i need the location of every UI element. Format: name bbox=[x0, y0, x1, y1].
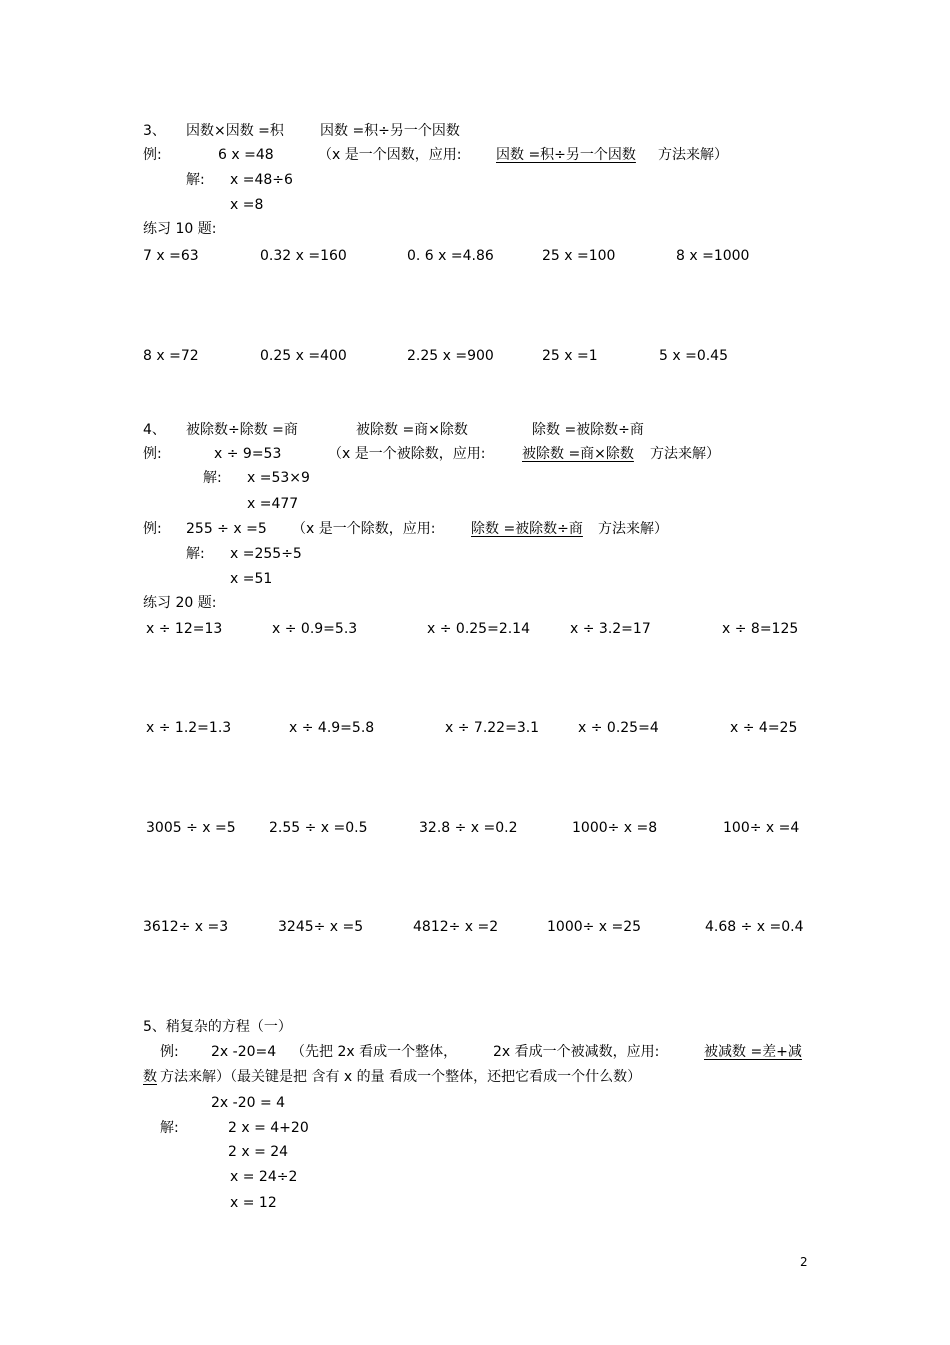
section4-example2-label: 例: bbox=[143, 521, 162, 537]
page-number: 2 bbox=[800, 1255, 808, 1269]
exercise: 25 x =1 bbox=[542, 348, 598, 364]
exercise: 4.68 ÷ x =0.4 bbox=[705, 919, 804, 935]
section4-example1-note-open: （x 是一个被除数，应用: bbox=[328, 446, 486, 462]
section3-solve-step-1: x =48÷6 bbox=[230, 172, 293, 188]
exercise: 8 x =72 bbox=[143, 348, 199, 364]
section4-example2-note-open: （x 是一个除数，应用: bbox=[292, 521, 436, 537]
section4-rule-1: 被除数÷除数 =商 bbox=[186, 422, 298, 438]
section4-example1-solve-label: 解: bbox=[203, 470, 222, 486]
exercise: 2.55 ÷ x =0.5 bbox=[269, 820, 368, 836]
exercise: x ÷ 3.2=17 bbox=[570, 621, 651, 637]
section3-rule-1: 因数×因数 =积 bbox=[186, 123, 284, 139]
section4-example1-note-close: 方法来解） bbox=[650, 446, 720, 462]
section4-example2-solve-label: 解: bbox=[186, 546, 205, 562]
section4-rule-2: 被除数 =商×除数 bbox=[356, 422, 468, 438]
section5-example-equation: 2x -20=4 bbox=[211, 1044, 277, 1060]
section3-solve-label: 解: bbox=[186, 172, 205, 188]
section4-practice-label: 练习 20 题: bbox=[143, 595, 217, 611]
exercise: x ÷ 4.9=5.8 bbox=[289, 720, 375, 736]
exercise: 1000÷ x =8 bbox=[572, 820, 658, 836]
exercise: 4812÷ x =2 bbox=[413, 919, 499, 935]
exercise: x ÷ 0.9=5.3 bbox=[272, 621, 358, 637]
section3-rule-2: 因数 =积÷另一个因数 bbox=[320, 123, 460, 139]
section4-example2-note-rule: 除数 =被除数÷商 bbox=[471, 521, 583, 537]
section5-step-3: x = 24÷2 bbox=[230, 1169, 298, 1185]
exercise: 32.8 ÷ x =0.2 bbox=[419, 820, 518, 836]
exercise: x ÷ 1.2=1.3 bbox=[146, 720, 232, 736]
section5-note-rule-b: 数 bbox=[143, 1069, 157, 1085]
exercise: 0. 6 x =4.86 bbox=[407, 248, 494, 264]
exercise: x ÷ 12=13 bbox=[146, 621, 223, 637]
exercise: 3612÷ x =3 bbox=[143, 919, 229, 935]
exercise: x ÷ 7.22=3.1 bbox=[445, 720, 540, 736]
section4-heading: 4、 bbox=[143, 422, 166, 438]
section5-note-c: 方法来解）（最关键是把 含有 x 的量 看成一个整体，还把它看成一个什么数） bbox=[160, 1069, 642, 1085]
section3-note-rule: 因数 =积÷另一个因数 bbox=[496, 147, 636, 163]
section4-example2-note-close: 方法来解） bbox=[598, 521, 668, 537]
exercise: 3245÷ x =5 bbox=[278, 919, 364, 935]
exercise: 3005 ÷ x =5 bbox=[146, 820, 236, 836]
exercise: x ÷ 0.25=2.14 bbox=[427, 621, 530, 637]
section5-note-rule-a: 被减数 =差+减 bbox=[704, 1044, 802, 1060]
section4-example1-step-2: x =477 bbox=[247, 496, 299, 512]
exercise: 0.25 x =400 bbox=[260, 348, 347, 364]
section5-step-4: x = 12 bbox=[230, 1195, 277, 1211]
section3-example-label: 例: bbox=[143, 147, 162, 163]
section4-example1-label: 例: bbox=[143, 446, 162, 462]
section4-example2-step-2: x =51 bbox=[230, 571, 273, 587]
section3-note-open: （x 是一个因数，应用: bbox=[318, 147, 462, 163]
section4-example1-equation: x ÷ 9=53 bbox=[214, 446, 282, 462]
section3-practice-label: 练习 10 题: bbox=[143, 221, 217, 237]
exercise: 1000÷ x =25 bbox=[547, 919, 642, 935]
exercise: 5 x =0.45 bbox=[659, 348, 728, 364]
section5-solve-label: 解: bbox=[160, 1120, 179, 1136]
exercise: 0.32 x =160 bbox=[260, 248, 347, 264]
exercise: 25 x =100 bbox=[542, 248, 616, 264]
section4-example2-step-1: x =255÷5 bbox=[230, 546, 302, 562]
exercise: 8 x =1000 bbox=[676, 248, 750, 264]
exercise: 7 x =63 bbox=[143, 248, 199, 264]
section5-note-a: （先把 2x 看成一个整体， bbox=[291, 1044, 458, 1060]
section5-note-b: 2x 看成一个被减数，应用: bbox=[493, 1044, 660, 1060]
section4-example1-step-1: x =53×9 bbox=[247, 470, 310, 486]
section4-rule-3: 除数 =被除数÷商 bbox=[532, 422, 644, 438]
section5-restated-equation: 2x -20 = 4 bbox=[211, 1095, 286, 1111]
section5-heading: 5、稍复杂的方程（一） bbox=[143, 1019, 292, 1035]
section5-example-label: 例: bbox=[160, 1044, 179, 1060]
section3-example-equation: 6 x =48 bbox=[218, 147, 274, 163]
exercise: x ÷ 8=125 bbox=[722, 621, 799, 637]
section4-example1-note-rule: 被除数 =商×除数 bbox=[522, 446, 634, 462]
exercise: 100÷ x =4 bbox=[723, 820, 800, 836]
section3-note-close: 方法来解） bbox=[658, 147, 728, 163]
section3-heading: 3、 bbox=[143, 123, 166, 139]
exercise: 2.25 x =900 bbox=[407, 348, 494, 364]
exercise: x ÷ 0.25=4 bbox=[578, 720, 659, 736]
section5-step-2: 2 x = 24 bbox=[228, 1144, 289, 1160]
section5-step-1: 2 x = 4+20 bbox=[228, 1120, 309, 1136]
section3-solve-step-2: x =8 bbox=[230, 197, 264, 213]
section4-example2-equation: 255 ÷ x =5 bbox=[186, 521, 267, 537]
exercise: x ÷ 4=25 bbox=[730, 720, 798, 736]
